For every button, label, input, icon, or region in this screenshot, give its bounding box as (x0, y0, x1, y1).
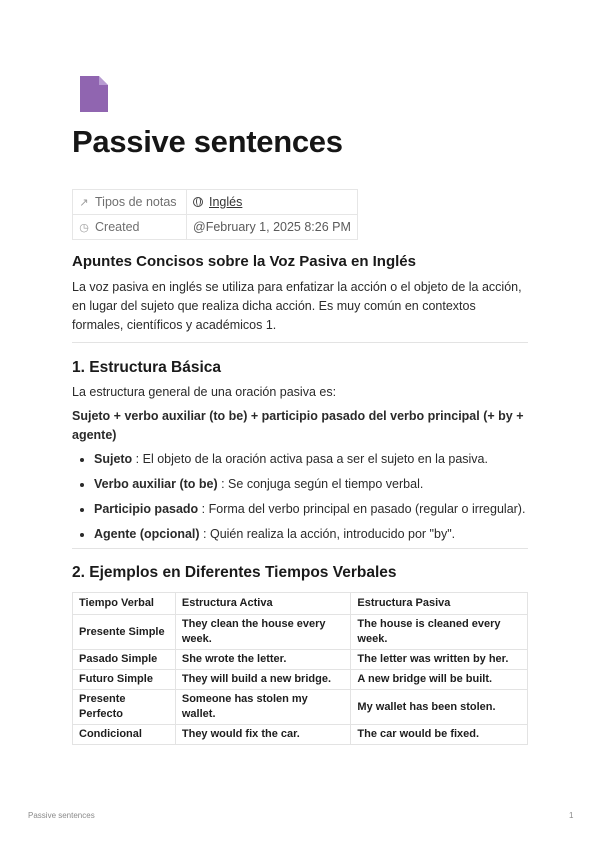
property-row (73, 215, 358, 240)
bullet-term: Participio pasado (94, 502, 199, 516)
table-cell: My wallet has been stolen. (351, 690, 528, 725)
paragraph: La estructura general de una oración pasiva es: (72, 385, 337, 399)
table-cell: They clean the house every week. (175, 615, 351, 650)
bullet-text: : Quién realiza la acción, introducido por "by". (199, 527, 456, 541)
section-heading: 2. Ejemplos en Diferentes Tiempos Verbales (72, 564, 397, 581)
bullet-list (72, 450, 528, 544)
property-value[interactable] (187, 190, 358, 215)
page-content (72, 253, 528, 745)
property-link[interactable]: Inglés (209, 195, 243, 209)
table-cell: Someone has stolen my wallet. (175, 690, 351, 725)
divider (72, 548, 528, 549)
table-cell: The car would be fixed. (351, 725, 528, 745)
column-header: Estructura Activa (175, 593, 351, 615)
list-item (94, 525, 528, 544)
list-item (94, 475, 528, 494)
table-cell: Presente Perfecto (73, 690, 176, 725)
list-item (94, 500, 528, 519)
table-cell: She wrote the letter. (175, 650, 351, 670)
table-cell: They would fix the car. (175, 725, 351, 745)
footer-title: Passive sentences (28, 811, 95, 820)
page-number: 1 (569, 811, 574, 820)
table-cell: Presente Simple (73, 615, 176, 650)
table-cell: The house is cleaned every week. (351, 615, 528, 650)
divider (72, 342, 528, 343)
property-value (187, 215, 358, 240)
table-cell: Pasado Simple (73, 650, 176, 670)
table-cell: The letter was written by her. (351, 650, 528, 670)
table-cell: They will build a new bridge. (175, 670, 351, 690)
clock-icon: ◷ (79, 222, 89, 234)
property-label: Tipos de notas (95, 195, 177, 209)
column-header: Estructura Pasiva (351, 593, 528, 615)
table-cell: Condicional (73, 725, 176, 745)
property-key (73, 190, 187, 215)
property-label: Created (95, 220, 140, 234)
paragraph: La voz pasiva en inglés se utiliza para enfatizar la acción o el objeto de la acción, en lugar del sujeto que realiza dicha acción. Es muy común en contextos formales, científicos y académicos 1. (72, 280, 522, 332)
table-row (73, 670, 528, 690)
page-title: Passive sentences (72, 124, 343, 159)
property-row (73, 190, 358, 215)
bullet-text: : El objeto de la oración activa pasa a ser el sujeto en la pasiva. (132, 452, 488, 466)
table-header-row (73, 593, 528, 615)
globe-icon (193, 197, 203, 207)
created-date: @February 1, 2025 8:26 PM (193, 220, 351, 234)
property-key (73, 215, 187, 240)
list-item (94, 450, 528, 469)
section-heading: Apuntes Concisos sobre la Voz Pasiva en Inglés (72, 253, 416, 270)
table-row (73, 615, 528, 650)
document-icon (80, 76, 108, 112)
bullet-term: Verbo auxiliar (to be) (94, 477, 218, 491)
table-row (73, 725, 528, 745)
bullet-text: : Forma del verbo principal en pasado (regular o irregular). (198, 502, 526, 516)
bullet-term: Agente (opcional) (94, 527, 200, 541)
bullet-text: : Se conjuga según el tiempo verbal. (217, 477, 424, 491)
arrow-up-right-icon: ↗ (79, 197, 89, 209)
bullet-term: Sujeto (94, 452, 133, 466)
table-cell: Futuro Simple (73, 670, 176, 690)
table-cell: A new bridge will be built. (351, 670, 528, 690)
examples-table (72, 592, 528, 745)
formula: Sujeto + verbo auxiliar (to be) + participio pasado del verbo principal (+ by + agente) (72, 409, 524, 442)
column-header: Tiempo Verbal (73, 593, 176, 615)
table-row (73, 690, 528, 725)
section-heading: 1. Estructura Básica (72, 359, 222, 376)
properties-table (72, 189, 358, 240)
table-row (73, 650, 528, 670)
